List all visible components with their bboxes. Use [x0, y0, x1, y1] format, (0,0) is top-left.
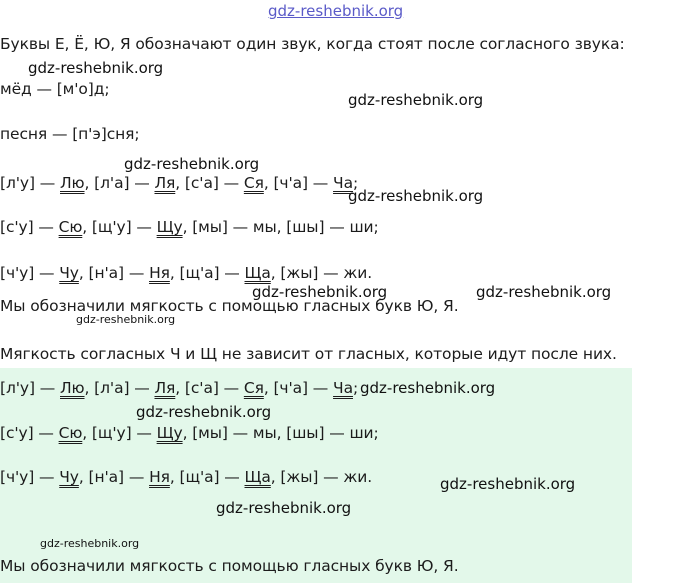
syllable-nya: Ня: [149, 468, 170, 486]
syllable-cha: Ча: [333, 379, 353, 397]
syllable-lyu: Лю: [60, 174, 85, 192]
syllable-cha: Ча: [333, 174, 353, 192]
syllable-row-1: [0, 173, 358, 193]
syllable-row-1-answer: [0, 378, 358, 398]
syllable-shchu: Щу: [156, 424, 183, 442]
syllable-row-3: [0, 263, 372, 283]
syllable-chu: Чу: [59, 468, 79, 486]
row-text: [ч'у] —: [0, 264, 60, 282]
note-text: Мягкость согласных Ч и Щ не зависит от гласных, которые идут после них.: [0, 345, 617, 363]
syllable-sya: Ся: [243, 174, 264, 192]
watermark-text: gdz-reshebnik.org: [348, 91, 484, 109]
syllable-syu: Сю: [58, 218, 83, 236]
syllable-row-2: [0, 217, 379, 237]
row-text: [ч'у] —: [0, 468, 60, 486]
syllable-lya: Ля: [154, 379, 176, 397]
row-text: , [с'а] —: [175, 379, 244, 397]
conclusion-1: Мы обозначили мягкость с помощью гласных букв Ю, Я.: [0, 297, 459, 315]
row-text: ;: [352, 379, 359, 397]
watermark-text: gdz-reshebnik.org: [136, 403, 272, 421]
syllable-sya: Ся: [243, 379, 264, 397]
watermark-text: gdz-reshebnik.org: [124, 155, 260, 173]
watermark-text: gdz-reshebnik.org: [216, 499, 352, 517]
syllable-shchu: Щу: [156, 218, 183, 236]
row-text: , [жы] — жи.: [270, 468, 373, 486]
syllable-nya: Ня: [149, 264, 170, 282]
row-text: , [щ'а] —: [169, 264, 245, 282]
watermark-text: gdz-reshebnik.org: [440, 475, 576, 493]
watermark-text: gdz-reshebnik.org: [348, 187, 484, 205]
intro-text: Буквы Е, Ё, Ю, Я обозначают один звук, когда стоят после согласного звука:: [0, 35, 625, 53]
row-text: , [жы] — жи.: [270, 264, 373, 282]
row-text: , [щ'у] —: [82, 218, 157, 236]
syllable-shcha: Ща: [244, 264, 271, 282]
example-pesnya: песня — [п'э]сня;: [0, 125, 140, 143]
row-text: , [н'а] —: [78, 468, 150, 486]
row-text: [с'у] —: [0, 218, 59, 236]
row-text: , [мы] — мы, [шы] — ши;: [182, 424, 379, 442]
watermark-text: gdz-reshebnik.org: [28, 59, 164, 77]
syllable-shcha: Ща: [244, 468, 271, 486]
row-text: [л'у] —: [0, 379, 60, 397]
row-text: , [ч'а] —: [263, 174, 334, 192]
row-text: , [с'а] —: [175, 174, 244, 192]
example-med: мёд — [м'о]д;: [0, 80, 110, 98]
syllable-lya: Ля: [154, 174, 176, 192]
row-text: , [мы] — мы, [шы] — ши;: [182, 218, 379, 236]
row-text: ;: [352, 174, 359, 192]
row-text: , [щ'у] —: [82, 424, 157, 442]
watermark-text: gdz-reshebnik.org: [252, 283, 388, 301]
site-watermark-header[interactable]: gdz-reshebnik.org: [268, 2, 404, 20]
row-text: , [н'а] —: [78, 264, 150, 282]
watermark-text: gdz-reshebnik.org: [76, 313, 176, 326]
watermark-text: gdz-reshebnik.org: [360, 379, 496, 397]
syllable-row-2-answer: [0, 423, 379, 443]
row-text: , [л'а] —: [84, 174, 155, 192]
row-text: , [щ'а] —: [169, 468, 245, 486]
syllable-row-3-answer: [0, 467, 372, 487]
syllable-lyu: Лю: [60, 379, 85, 397]
syllable-syu: Сю: [58, 424, 83, 442]
row-text: , [ч'а] —: [263, 379, 334, 397]
row-text: [л'у] —: [0, 174, 60, 192]
watermark-text: gdz-reshebnik.org: [40, 537, 140, 550]
row-text: , [л'а] —: [84, 379, 155, 397]
syllable-chu: Чу: [59, 264, 79, 282]
letter-l: [60, 174, 85, 192]
row-text: [с'у] —: [0, 424, 59, 442]
watermark-text: gdz-reshebnik.org: [476, 283, 612, 301]
conclusion-2: Мы обозначили мягкость с помощью гласных букв Ю, Я.: [0, 557, 459, 575]
